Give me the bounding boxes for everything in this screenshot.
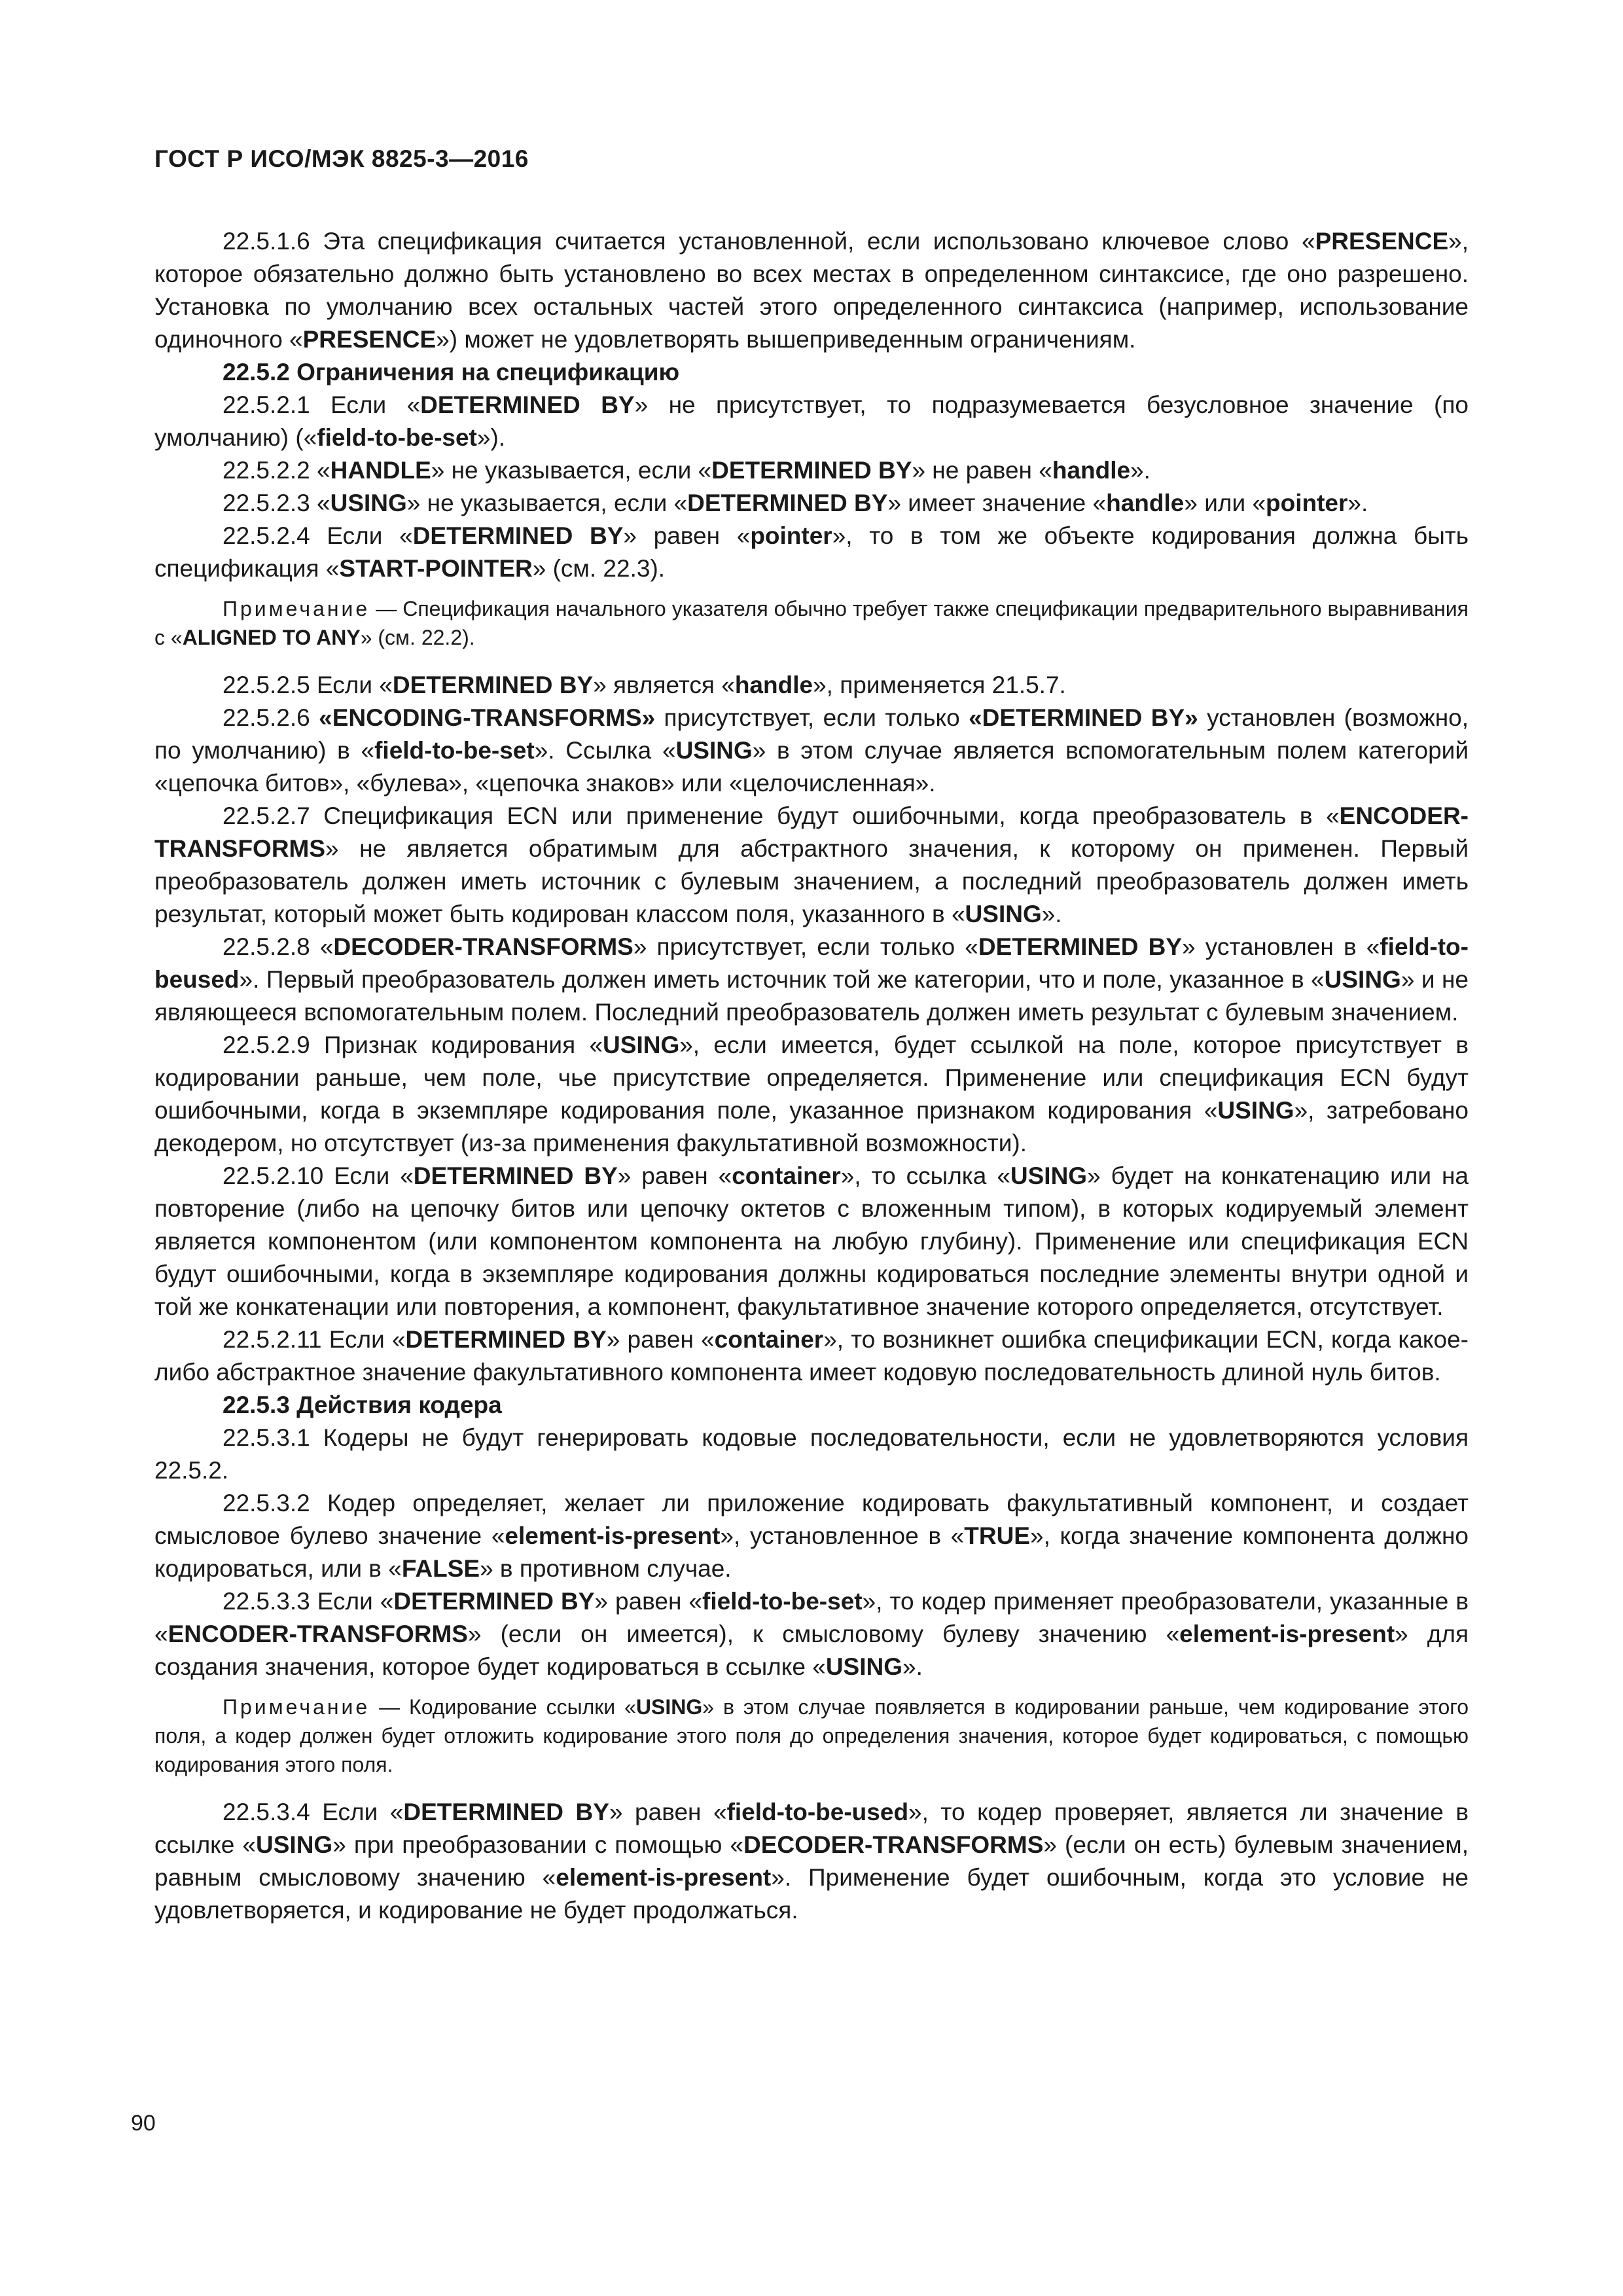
text-run: », то кодер проверяет, является ли значение в ссылке « (154, 1799, 1469, 1858)
bold-term: USING (825, 1653, 902, 1680)
text-run: 22.5.3.4 Если « (223, 1799, 404, 1825)
text-run: — Спецификация начального указателя обычно требует также спецификации предварительного выравнивания с « (154, 597, 1469, 649)
text-run: », затребовано декодером, но отсутствует (из-за применения факультативной возможности). (154, 1097, 1469, 1157)
text-run: » является « (593, 672, 735, 698)
paragraph (154, 225, 1469, 356)
text-run: » будет на конкатенацию или на повторение (либо на цепочку битов или цепочку октетов с вложенным типом), в которых кодируемый элемент является компонентом (или компонентом компонента на любую глубину). Применение или спецификация ECN будут ошибочными, когда в экземпляре кодирования должны кодироваться последние элементы внутри одной и той же конкатенации или повторения, а компонент, факультативное значение которого определяется, отсутствует. (154, 1162, 1469, 1320)
text-run: » не присутствует, то подразумевается безусловное значение (по умолчанию) (« (154, 391, 1469, 451)
bold-term: USING (635, 1695, 703, 1719)
bold-term: handle (1052, 457, 1131, 484)
text-run: », то кодер применяет преобразователи, указанные в « (154, 1588, 1469, 1647)
note-label: Примечание (223, 1695, 370, 1719)
bold-term: element-is-present (1179, 1621, 1395, 1647)
section-heading (154, 356, 1469, 389)
bold-term: DECODER-TRANSFORMS (743, 1831, 1044, 1858)
text-run: 22.5.2.8 « (223, 933, 334, 960)
text-run: 22.5.2.3 « (223, 490, 330, 516)
document-header: ГОСТ Р ИСО/МЭК 8825-3—2016 (154, 145, 529, 172)
text-run: ». (1041, 901, 1062, 927)
bold-term: USING (1324, 966, 1401, 993)
paragraph (154, 1160, 1469, 1323)
bold-term: PRESENCE (1315, 228, 1449, 255)
text-run: » или « (1184, 490, 1266, 516)
text-run: » равен « (609, 1799, 727, 1825)
text-run: 22.5.2.11 Если « (223, 1326, 406, 1353)
text-run: 22.5.2.10 Если « (223, 1162, 414, 1189)
text-run: », то возникнет ошибка спецификации ECN, когда какое-либо абстрактное значение факультативного компонента имеет кодовую последовательность длиной нуль битов. (154, 1326, 1469, 1386)
bold-term: USING (965, 901, 1042, 927)
bold-term: DETERMINED BY (412, 522, 624, 549)
bold-term: START-POINTER (339, 555, 533, 582)
text-run: ». (1130, 457, 1150, 484)
bold-term: USING (603, 1031, 680, 1058)
text-run: 22.5.3 Действия кодера (223, 1391, 502, 1418)
document-page (154, 145, 1469, 1927)
text-run: » (если он имеется), к смысловому булеву значению « (467, 1621, 1180, 1647)
text-run: 22.5.3.1 Кодеры не будут генерировать кодовые последовательности, если не удовлетворяются условия 22.5.2. (154, 1424, 1469, 1484)
text-run: ». Применение будет ошибочным, когда это условие не удовлетворяется, и кодирование не будет продолжаться. (154, 1864, 1469, 1924)
note-paragraph (154, 1693, 1469, 1779)
text-run: ». (1347, 490, 1368, 516)
bold-term: USING (675, 737, 753, 764)
text-run: » равен « (606, 1326, 715, 1353)
paragraph (154, 1029, 1469, 1160)
bold-term: USING (1010, 1162, 1088, 1189)
text-run: », если имеется, будет ссылкой на поле, которое присутствует в кодировании раньше, чем поле, чье присутствие определяется. Применение или спецификация ECN будут ошибочными, когда в экземпляре кодирования поле, указанное признаком кодирования « (154, 1031, 1469, 1124)
text-run: », когда значение компонента должно кодироваться, или в « (154, 1522, 1469, 1582)
bold-term: DETERMINED BY (393, 1588, 595, 1615)
text-run: », то ссылка « (840, 1162, 1010, 1189)
text-run: » равен « (623, 522, 751, 549)
text-run: 22.5.2 Ограничения на спецификацию (223, 359, 680, 386)
text-run: » имеет значение « (887, 490, 1107, 516)
text-run: ». Первый преобразователь должен иметь источник той же категории, что и поле, указанное в « (239, 966, 1325, 993)
paragraph (154, 520, 1469, 585)
bold-term: DETERMINED BY (405, 1326, 607, 1353)
text-run: — Кодирование ссылки « (370, 1695, 636, 1719)
text-run: 22.5.2.7 Спецификация ECN или применение будут ошибочными, когда преобразователь в « (223, 802, 1340, 829)
bold-term: TRUE (964, 1522, 1030, 1549)
text-run: 22.5.2.2 « (223, 457, 330, 484)
text-run: 22.5.2.5 Если « (223, 672, 393, 698)
bold-term: USING (256, 1831, 333, 1858)
note-label: Примечание (223, 597, 370, 620)
paragraph (154, 800, 1469, 931)
bold-term: ALIGNED TO ANY (182, 626, 361, 649)
bold-term: field-to-be-used (726, 1799, 909, 1825)
bold-term: pointer (1266, 490, 1348, 516)
bold-term: handle (1106, 490, 1185, 516)
paragraph (154, 702, 1469, 800)
text-run: » установлен в « (1182, 933, 1380, 960)
paragraph (154, 931, 1469, 1029)
text-run: 22.5.2.1 Если « (223, 391, 421, 418)
bold-term: field-to-be-set (374, 737, 535, 764)
text-run: » (см. 22.3). (532, 555, 666, 582)
paragraph (154, 1796, 1469, 1927)
bold-term: DETERMINED BY (978, 933, 1183, 960)
bold-term: DETERMINED BY (392, 672, 594, 698)
bold-term: PRESENCE (302, 326, 437, 353)
bold-term: element-is-present (505, 1522, 721, 1549)
text-run: 22.5.2.4 Если « (223, 522, 413, 549)
bold-term: DETERMINED BY (413, 1162, 618, 1189)
text-run: ». Ссылка « (534, 737, 676, 764)
note-paragraph (154, 594, 1469, 652)
paragraph (154, 1585, 1469, 1683)
paragraph (154, 1422, 1469, 1487)
text-run: »). (476, 424, 506, 451)
bold-term: handle (734, 672, 813, 698)
bold-term: ENCODER-TRANSFORMS (154, 802, 1469, 862)
text-run: » при преобразовании с помощью « (332, 1831, 744, 1858)
text-run: присутствует, если только (655, 704, 969, 731)
text-run: » (если он есть) булевым значением, равным смысловому значению « (154, 1831, 1469, 1891)
text-run: » не указывается, если « (431, 457, 712, 484)
bold-term: HANDLE (330, 457, 431, 484)
text-run: » для создания значения, которое будет кодироваться в ссылке « (154, 1621, 1469, 1680)
text-run: » не указывается, если « (406, 490, 688, 516)
text-run: 22.5.1.6 Эта спецификация считается установленной, если использовано ключевое слово « (223, 228, 1315, 255)
text-run: » и не являющееся вспомогательным полем. Последний преобразователь должен иметь результат с булевым значением. (154, 966, 1469, 1026)
text-run: », применяется 21.5.7. (813, 672, 1066, 698)
bold-term: USING (1217, 1097, 1294, 1124)
bold-term: container (732, 1162, 841, 1189)
text-run: » равен « (617, 1162, 732, 1189)
text-run: » присутствует, если только « (633, 933, 978, 960)
bold-term: DETERMINED BY (711, 457, 912, 484)
paragraph (154, 1323, 1469, 1389)
bold-term: field-to-be-set (702, 1588, 863, 1615)
paragraph (154, 454, 1469, 487)
text-run: 22.5.2.9 Признак кодирования « (223, 1031, 603, 1058)
text-run: », установленное в « (720, 1522, 965, 1549)
bold-term: USING (330, 490, 407, 516)
bold-term: container (714, 1326, 824, 1353)
page-number: 90 (131, 2111, 156, 2136)
bold-term: ENCODER-TRANSFORMS (168, 1621, 468, 1647)
text-run: » в противном случае. (480, 1555, 732, 1582)
text-run: 22.5.3.2 Кодер определяет, желает ли приложение кодировать факультативный компонент, и создает смысловое булево значение « (154, 1490, 1469, 1549)
text-run: 22.5.3.3 Если « (223, 1588, 394, 1615)
paragraph (154, 669, 1469, 702)
text-run: установлен (возможно, по умолчанию) в « (154, 704, 1469, 764)
text-run: » не является обратимым для абстрактного значения, к которому он применен. Первый преобразователь должен иметь источник с булевым значением, а последний преобразователь должен иметь результат, который может быть кодирован классом поля, указанного в « (154, 835, 1469, 927)
bold-term: pointer (750, 522, 832, 549)
text-run: » в этом случае появляется в кодировании раньше, чем кодирование этого поля, а кодер должен будет отложить кодирование этого поля до определения значения, которое будет кодироваться, с помощью кодирования этого поля. (154, 1695, 1469, 1776)
paragraph (154, 487, 1469, 520)
bold-term: «DETERMINED BY» (969, 704, 1198, 731)
text-run: », то в том же объекте кодирования должна быть спецификация « (154, 522, 1469, 582)
bold-term: DECODER-TRANSFORMS (333, 933, 633, 960)
section-heading (154, 1389, 1469, 1422)
text-run: » (см. 22.2). (360, 626, 475, 649)
bold-term: field-to-be-set (317, 424, 477, 451)
text-run: ». (902, 1653, 923, 1680)
bold-term: field-to-beused (154, 933, 1469, 993)
text-run: » равен « (594, 1588, 702, 1615)
bold-term: DETERMINED BY (420, 391, 635, 418)
document-body (154, 225, 1469, 1927)
text-run: » в этом случае является вспомогательным полем категорий «цепочка битов», «булева», «цепочка знаков» или «целочисленная». (154, 737, 1469, 797)
text-run: 22.5.2.6 (223, 704, 319, 731)
paragraph (154, 1487, 1469, 1585)
text-run: », которое обязательно должно быть установлено во всех местах в определенном синтаксисе, где оно разрешено. Установка по умолчанию всех остальных частей этого определенного синтаксиса (например, использование одиночного « (154, 228, 1469, 353)
text-run: ») может не удовлетворять вышеприведенным ограничениям. (436, 326, 1136, 353)
bold-term: DETERMINED BY (687, 490, 888, 516)
bold-term: «ENCODING-TRANSFORMS» (319, 704, 656, 731)
text-run: » не равен « (912, 457, 1052, 484)
bold-term: FALSE (401, 1555, 480, 1582)
bold-term: DETERMINED BY (403, 1799, 609, 1825)
paragraph (154, 389, 1469, 454)
bold-term: element-is-present (556, 1864, 772, 1891)
